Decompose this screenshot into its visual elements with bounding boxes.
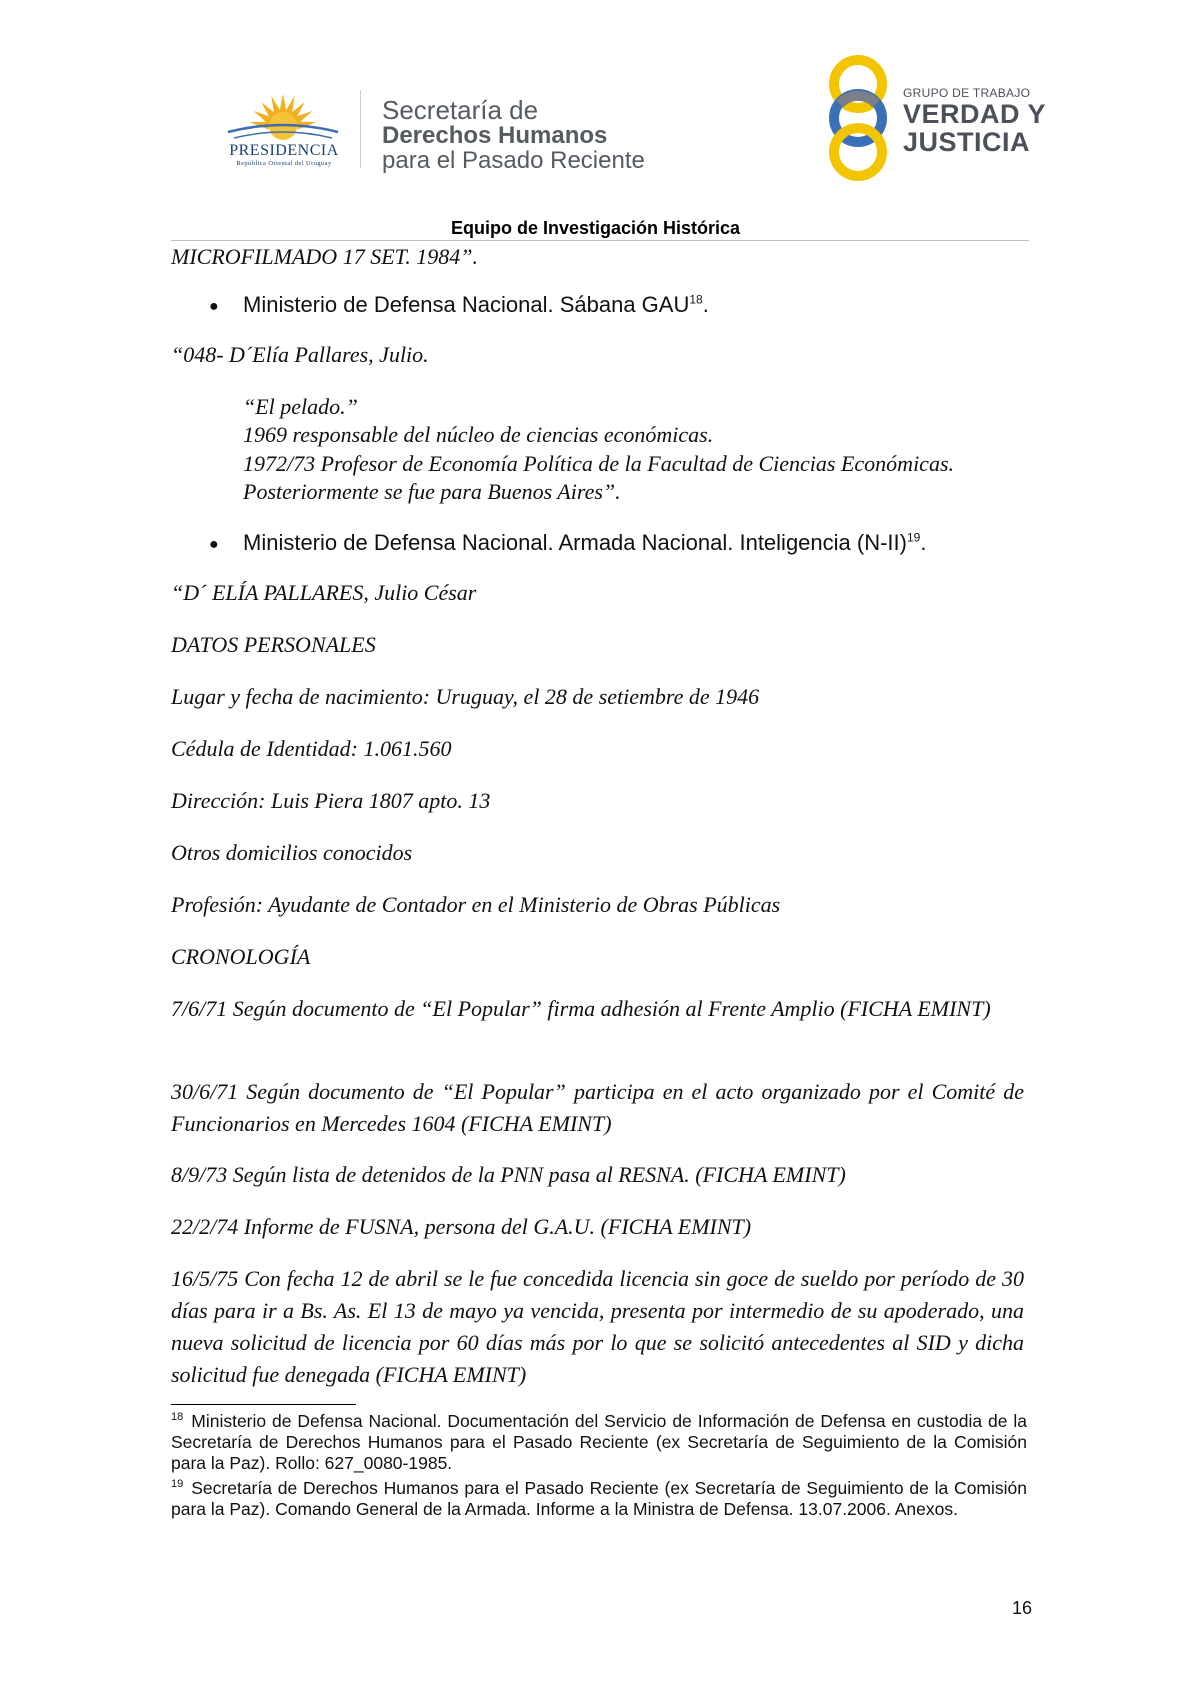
footnote-number: 19 <box>171 1478 184 1491</box>
otros-domicilios-line: Otros domicilios conocidos <box>171 840 413 865</box>
footnote-ref-19: 19 <box>906 530 921 545</box>
verdad-justicia-rings-logo <box>818 54 898 182</box>
cronologia-entry: 30/6/71 Según documento de “El Popular” participa en el acto organizado por el Comité de Funcionarios en Mercedes 1604 (FICHA EMINT) <box>171 1079 1024 1136</box>
footnote-ref-18: 18 <box>689 292 703 307</box>
entry-048: “048- D´Elía Pallares, Julio. <box>171 342 429 367</box>
nacimiento-line: Lugar y fecha de nacimiento: Uruguay, el 28 de setiembre de 1946 <box>171 684 760 709</box>
secretaria-line-1: Secretaría de <box>382 95 539 125</box>
presidencia-wordmark: PRESIDENCIA <box>229 142 339 159</box>
secretaria-logo-text <box>382 96 645 174</box>
bullet-dot: ● <box>209 298 219 315</box>
header-rule <box>171 240 1029 241</box>
bullet-text: Ministerio de Defensa Nacional. Armada Nacional. Inteligencia (N-II) <box>243 530 907 555</box>
cronologia-entry: 16/5/75 Con fecha 12 de abril se le fue concedida licencia sin goce de sueldo por período de 30 días para ir a Bs. As. El 13 de mayo ya vencida, presenta por intermedio de su apoderado, una nueva solicitud de licencia por 60 días más por lo que se solicitó antecedentes al SID y dicha solicitud fue denegada (FICHA EMINT) <box>171 1266 1024 1387</box>
cronologia-entry: 22/2/74 Informe de FUSNA, persona del G.A.U. (FICHA EMINT) <box>171 1214 752 1239</box>
footnote-18 <box>171 1411 1027 1474</box>
cronologia-entry: 7/6/71 Según documento de “El Popular” firma adhesión al Frente Amplio (FICHA EMINT) <box>171 996 991 1021</box>
footnote-separator <box>171 1404 356 1405</box>
quote-line: “El pelado.” <box>243 394 358 419</box>
verdad-y-label: VERDAD Y <box>903 99 1047 129</box>
quote-line: Posteriormente se fue para Buenos Aires”. <box>243 479 621 504</box>
bullet-item-armada <box>243 530 926 556</box>
team-title: Equipo de Investigación Histórica <box>450 218 741 238</box>
cronologia-entry: 8/9/73 Según lista de detenidos de la PNN pasa al RESNA. (FICHA EMINT) <box>171 1162 846 1187</box>
footnote-text: Secretaría de Derechos Humanos para el Pasado Reciente (ex Secretaría de Seguimiento de la Comisión para la Paz). Comando General de la Armada. Informe a la Ministra de Defensa. 13.07.2006. Anexos. <box>171 1478 1027 1519</box>
continuation-text: MICROFILMADO 17 SET. 1984”. <box>171 244 478 269</box>
name-heading: “D´ ELÍA PALLARES, Julio César <box>171 580 477 605</box>
footnote-number: 18 <box>171 1411 184 1424</box>
cronologia-heading: CRONOLOGÍA <box>171 944 311 969</box>
direccion-line: Dirección: Luis Piera 1807 apto. 13 <box>171 788 491 813</box>
datos-heading: DATOS PERSONALES <box>171 632 376 657</box>
footnote-19 <box>171 1478 1027 1520</box>
quote-line: 1972/73 Profesor de Economía Política de la Facultad de Ciencias Económicas. <box>243 451 955 476</box>
grupo-de-trabajo-label: GRUPO DE TRABAJO <box>903 86 1031 100</box>
page-header <box>0 0 1191 238</box>
secretaria-line-3: para el Pasado Reciente <box>382 147 645 174</box>
justicia-label: JUSTICIA <box>903 127 1031 157</box>
bullet-end: . <box>702 292 709 317</box>
logo-divider <box>360 90 361 168</box>
bullet-text: Ministerio de Defensa Nacional. Sábana GAU <box>243 292 690 317</box>
cedula-line: Cédula de Identidad: 1.061.560 <box>171 736 452 761</box>
quote-line: 1969 responsable del núcleo de ciencias económicas. <box>243 422 714 447</box>
presidencia-subtitle: República Oriental del Uruguay <box>236 160 332 167</box>
verdad-justicia-wordmark <box>903 86 1046 156</box>
bullet-dot: ● <box>209 536 219 553</box>
secretaria-line-2: Derechos Humanos <box>382 122 608 149</box>
profesion-line: Profesión: Ayudante de Contador en el Ministerio de Obras Públicas <box>171 892 781 917</box>
bullet-item-sabana-gau <box>243 292 709 318</box>
bullet-end: . <box>920 530 927 555</box>
page-number: 16 <box>1011 1598 1032 1618</box>
footnote-text: Ministerio de Defensa Nacional. Documentación del Servicio de Información de Defensa en custodia de la Secretaría de Derechos Humanos para el Pasado Reciente (ex Secretaría de Seguimiento de la Comisión para la Paz). Rollo: 627_0080-1985. <box>171 1411 1027 1473</box>
